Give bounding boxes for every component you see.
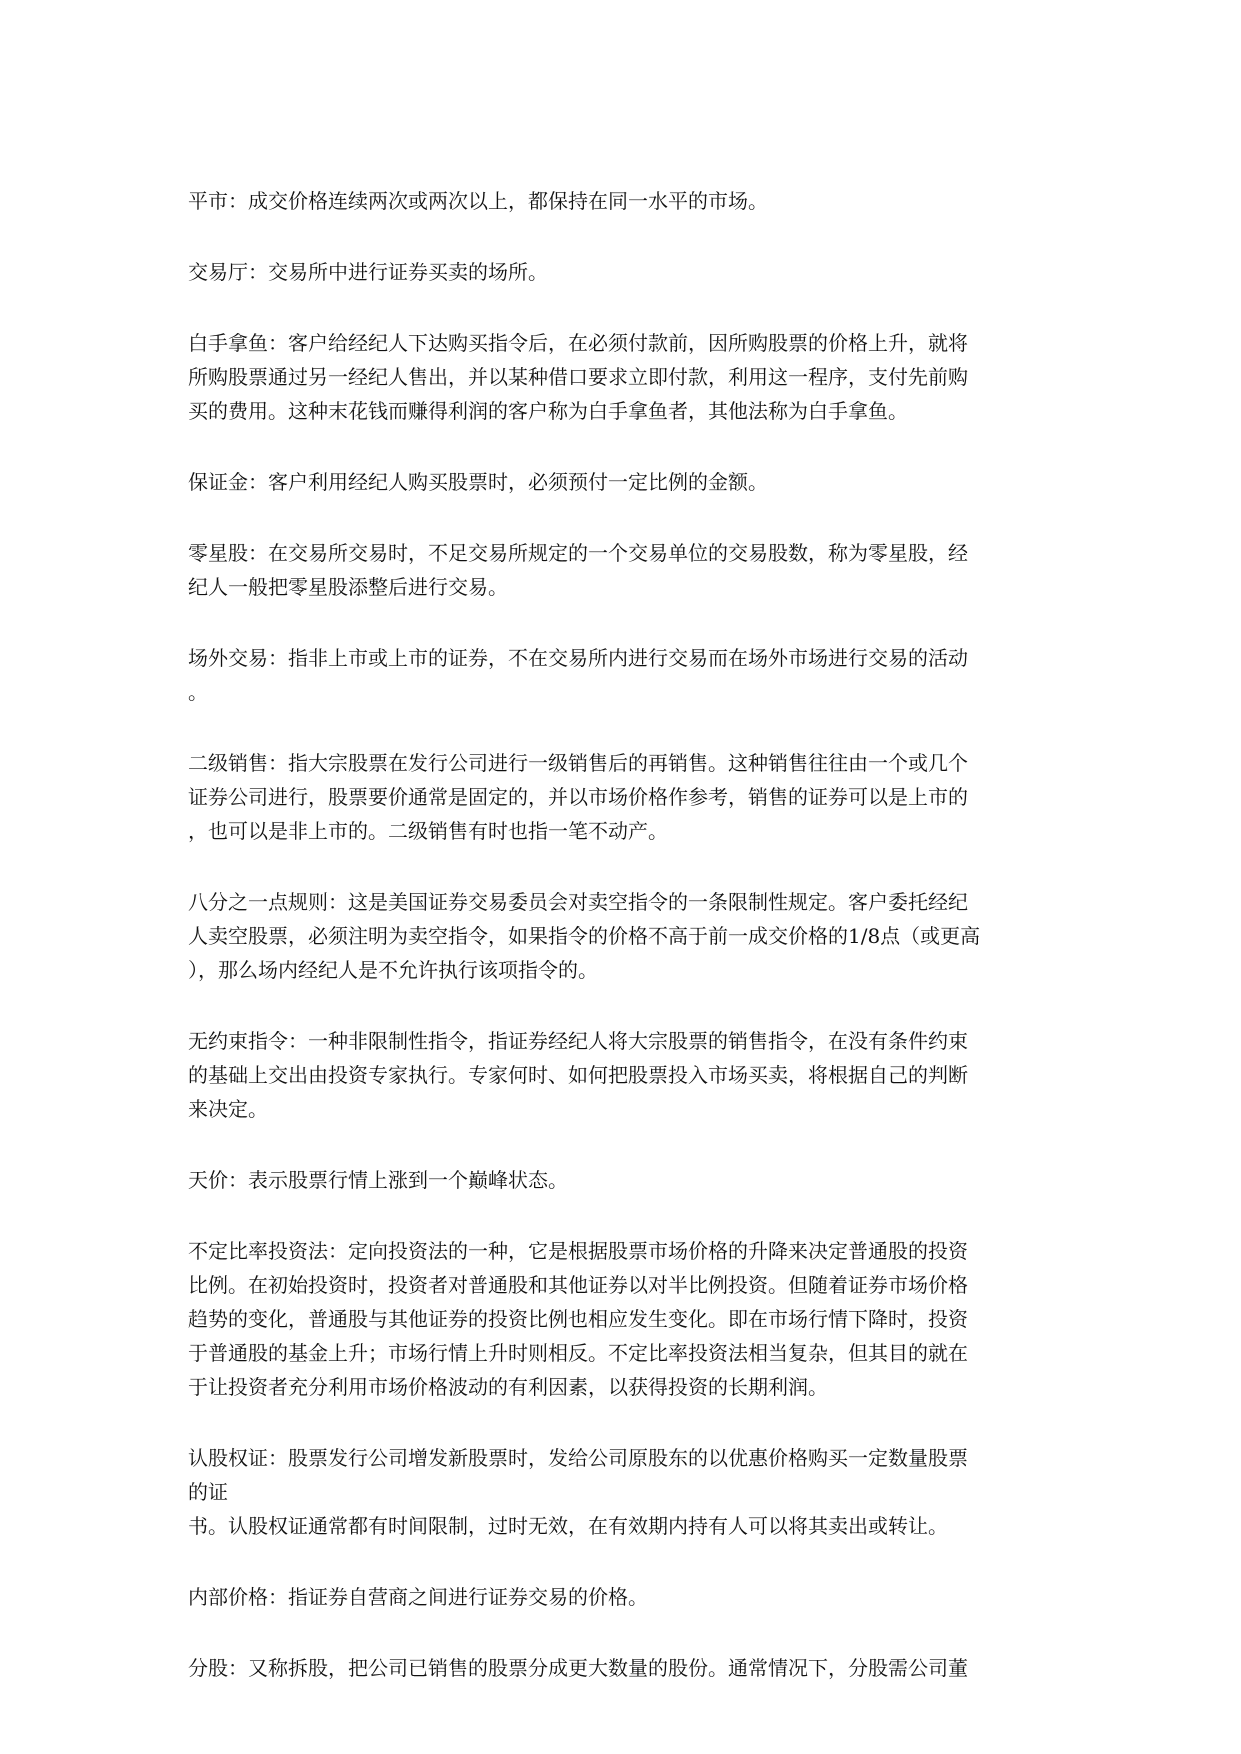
text-line: 八分之一点规则：这是美国证券交易委员会对卖空指令的一条限制性规定。客户委托经纪	[188, 890, 968, 914]
entry-budingbilv	[188, 1234, 1058, 1404]
text-line: 零星股：在交易所交易时，不足交易所规定的一个交易单位的交易股数，称为零星股，经	[188, 541, 968, 565]
entry-tianjia	[188, 1163, 1058, 1197]
text-line: 人卖空股票，必须注明为卖空指令，如果指令的价格不高于前一成交价格的1/8点（或更高	[188, 924, 981, 948]
text-line: 所购股票通过另一经纪人售出，并以某种借口要求立即付款，利用这一程序，支付先前购	[188, 365, 968, 389]
text-line: 平市：成交价格连续两次或两次以上，都保持在同一水平的市场。	[188, 189, 768, 213]
text-line: 买的费用。这种末花钱而赚得利润的客户称为白手拿鱼者，其他法称为白手拿鱼。	[188, 399, 908, 423]
text-line: 于让投资者充分利用市场价格波动的有利因素，以获得投资的长期利润。	[188, 1375, 828, 1399]
text-line: 无约束指令：一种非限制性指令，指证券经纪人将大宗股票的销售指令，在没有条件约束	[188, 1029, 968, 1053]
text-line: ，也可以是非上市的。二级销售有时也指一笔不动产。	[188, 819, 668, 843]
entry-baishounayu	[188, 326, 1058, 428]
text-line: 认股权证：股票发行公司增发新股票时，发给公司原股东的以优惠价格购买一定数量股票	[188, 1446, 968, 1470]
text-line: 比例。在初始投资时，投资者对普通股和其他证券以对半比例投资。但随着证券市场价格	[188, 1273, 968, 1297]
entry-changwaijiaoyi	[188, 641, 1058, 709]
text-line: 场外交易：指非上市或上市的证券，不在交易所内进行交易而在场外市场进行交易的活动	[188, 646, 968, 670]
entry-renguquanzheng	[188, 1441, 1058, 1543]
entry-erjixiaoshou	[188, 746, 1058, 848]
entry-bafenzhiyidian	[188, 885, 1058, 987]
text-line: 天价：表示股票行情上涨到一个巅峰状态。	[188, 1168, 568, 1192]
entry-lingxinggu	[188, 536, 1058, 604]
text-line: 交易厅：交易所中进行证券买卖的场所。	[188, 260, 548, 284]
text-line: 纪人一般把零星股添整后进行交易。	[188, 575, 508, 599]
text-line: 不定比率投资法：定向投资法的一种，它是根据股票市场价格的升降来决定普通股的投资	[188, 1239, 968, 1263]
text-line: 趋势的变化，普通股与其他证券的投资比例也相应发生变化。即在市场行情下降时，投资	[188, 1307, 968, 1331]
text-line: 分股：又称拆股，把公司已销售的股票分成更大数量的股份。通常情况下，分股需公司董	[188, 1656, 968, 1680]
text-line: 证券公司进行，股票要价通常是固定的，并以市场价格作参考，销售的证券可以是上市的	[188, 785, 968, 809]
entry-wuyueshuzhiling	[188, 1024, 1058, 1126]
glossary-text	[188, 184, 1058, 1722]
text-line: 来决定。	[188, 1097, 268, 1121]
text-line: 于普通股的基金上升；市场行情上升时则相反。不定比率投资法相当复杂，但其目的就在	[188, 1341, 968, 1365]
text-line: 。	[188, 680, 208, 704]
entry-neibujiage	[188, 1580, 1058, 1614]
text-line: 的基础上交出由投资专家执行。专家何时、如何把股票投入市场买卖，将根据自己的判断	[188, 1063, 968, 1087]
entry-pingshi	[188, 184, 1058, 218]
entry-fengu	[188, 1651, 1058, 1685]
entry-jiaoyiting	[188, 255, 1058, 289]
text-line: 的证	[188, 1480, 228, 1504]
text-line: 二级销售：指大宗股票在发行公司进行一级销售后的再销售。这种销售往往由一个或几个	[188, 751, 968, 775]
text-line: ），那么场内经纪人是不允许执行该项指令的。	[188, 958, 598, 982]
text-line: 内部价格：指证券自营商之间进行证券交易的价格。	[188, 1585, 648, 1609]
text-line: 保证金：客户利用经纪人购买股票时，必须预付一定比例的金额。	[188, 470, 768, 494]
text-line: 书。认股权证通常都有时间限制，过时无效，在有效期内持有人可以将其卖出或转让。	[188, 1514, 948, 1538]
entry-baozhengjin	[188, 465, 1058, 499]
text-line: 白手拿鱼：客户给经纪人下达购买指令后，在必须付款前，因所购股票的价格上升，就将	[188, 331, 968, 355]
